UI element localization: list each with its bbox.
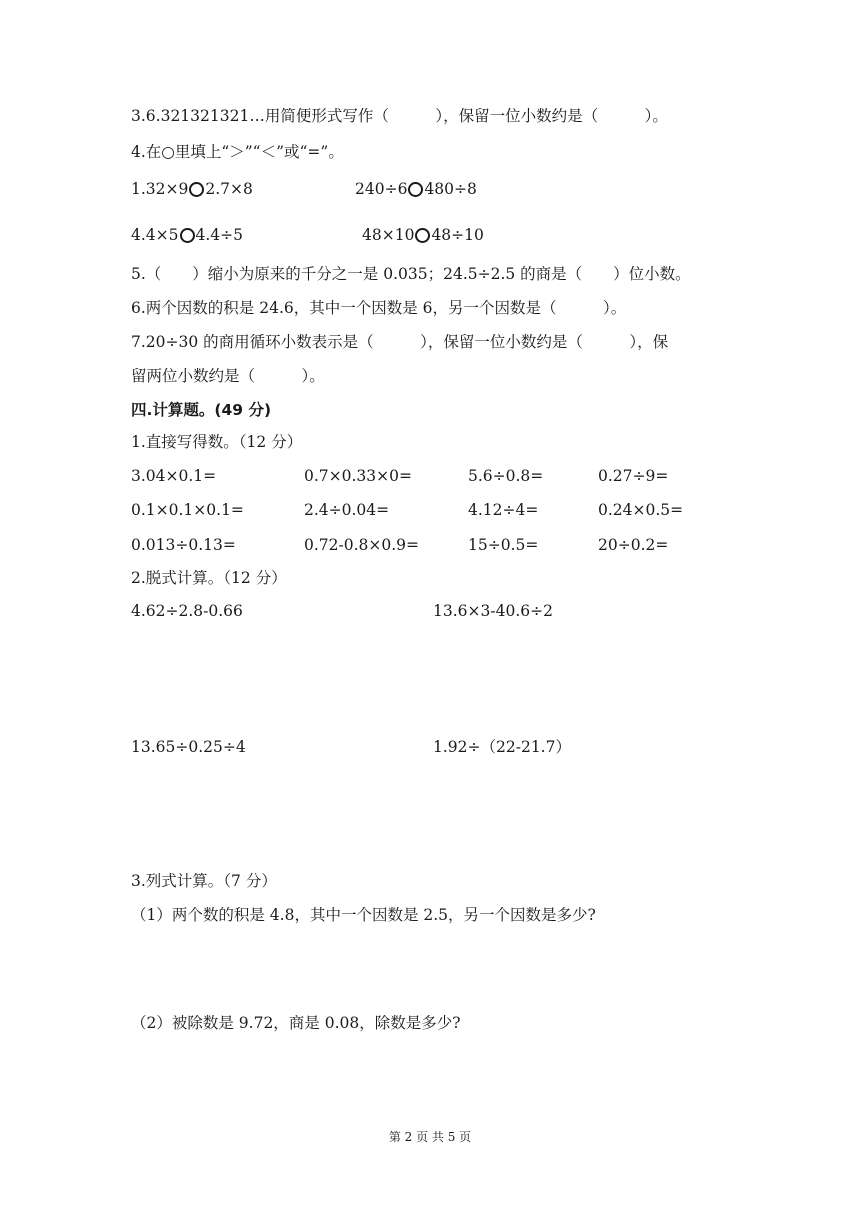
compare-item-4 (362, 225, 484, 245)
step-calc: 1.92÷（22-21.7） (433, 738, 571, 756)
question-4: 4.在○里填上“＞”“＜”或“=”。 (131, 143, 344, 161)
oral-calc: 0.27÷9= (598, 467, 669, 485)
section-4-title: 四.计算题。(49 分) (131, 401, 272, 419)
oral-calc: 2.4÷0.04= (304, 501, 390, 519)
oral-calc: 0.7×0.33×0= (304, 467, 412, 485)
oral-calc: 3.04×0.1= (131, 467, 217, 485)
part-2-title: 2.脱式计算。（12 分） (131, 569, 287, 587)
oral-calc: 0.013÷0.13= (131, 536, 236, 554)
question-7-line-2: 留两位小数约是（ ）。 (131, 367, 325, 385)
oral-calc: 0.24×0.5= (598, 501, 684, 519)
part-3-question-1: （1）两个数的积是 4.8，其中一个因数是 2.5，另一个因数是多少? (131, 906, 596, 924)
compare-right: 480÷8 (424, 180, 477, 198)
compare-left: 48×10 (362, 226, 415, 244)
compare-item-3 (131, 225, 243, 245)
circle-blank-icon (415, 228, 430, 243)
question-6: 6.两个因数的积是 24.6，其中一个因数是 6，另一个因数是（ ）。 (131, 299, 627, 317)
compare-left: 4.4×5 (131, 226, 179, 244)
oral-calc: 0.1×0.1×0.1= (131, 501, 244, 519)
compare-left: 1.32×9 (131, 180, 189, 198)
oral-calc: 5.6÷0.8= (468, 467, 544, 485)
step-calc: 13.6×3-40.6÷2 (433, 602, 553, 620)
oral-calc: 15÷0.5= (468, 536, 539, 554)
question-3: 3.6.321321321…用简便形式写作（ ），保留一位小数约是（ ）。 (131, 107, 668, 125)
circle-blank-icon (180, 228, 195, 243)
part-3-title: 3.列式计算。（7 分） (131, 872, 277, 890)
compare-right: 4.4÷5 (195, 226, 243, 244)
circle-blank-icon (189, 182, 204, 197)
step-calc: 4.62÷2.8-0.66 (131, 602, 243, 620)
oral-calc: 20÷0.2= (598, 536, 669, 554)
page-footer: 第 2 页 共 5 页 (388, 1130, 472, 1144)
oral-calc: 4.12÷4= (468, 501, 539, 519)
part-1-title: 1.直接写得数。（12 分） (131, 433, 303, 451)
compare-item-1 (131, 179, 253, 199)
compare-right: 2.7×8 (205, 180, 253, 198)
compare-right: 48÷10 (431, 226, 484, 244)
question-5: 5.（ ）缩小为原来的千分之一是 0.035；24.5÷2.5 的商是（ ）位小数。 (131, 265, 691, 283)
part-3-question-2: （2）被除数是 9.72，商是 0.08，除数是多少? (131, 1014, 461, 1032)
question-7-line-1: 7.20÷30 的商用循环小数表示是（ ），保留一位小数约是（ ），保 (131, 333, 669, 351)
oral-calc: 0.72-0.8×0.9= (304, 536, 420, 554)
compare-left: 240÷6 (355, 180, 408, 198)
compare-item-2 (355, 179, 477, 199)
circle-blank-icon (408, 182, 423, 197)
step-calc: 13.65÷0.25÷4 (131, 738, 246, 756)
